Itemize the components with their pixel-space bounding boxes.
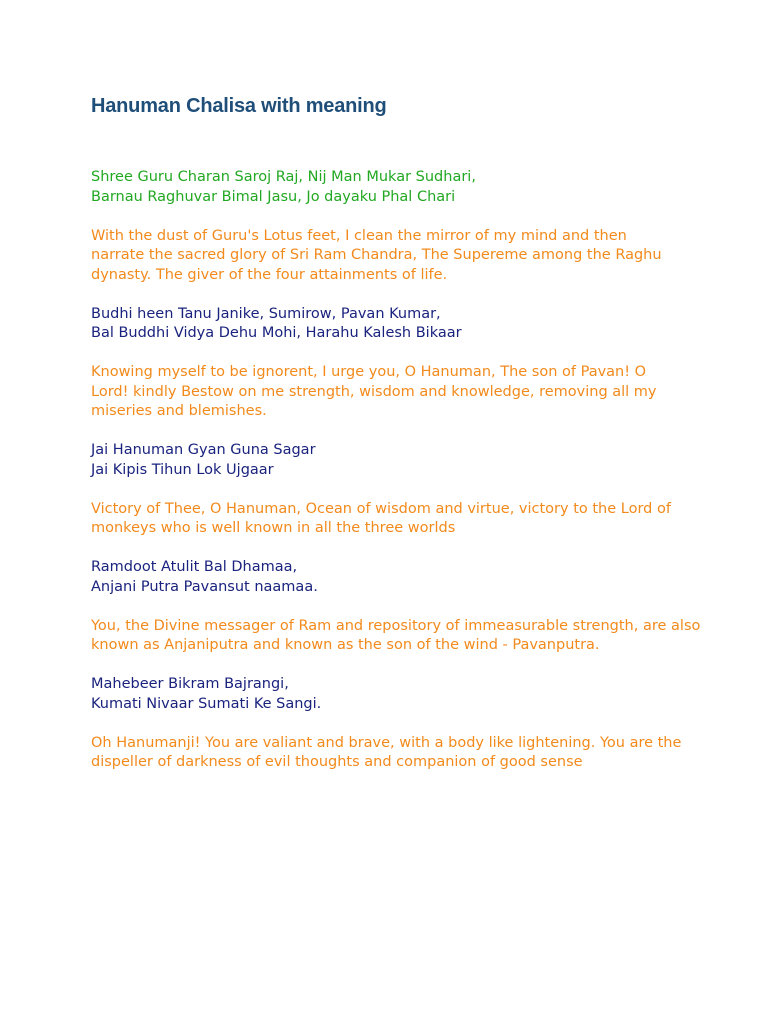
verse-paragraph [91, 305, 701, 344]
text-line: narrate the sacred glory of Sri Ram Chandra, The Supereme among the Raghu [91, 247, 662, 263]
text-line: Shree Guru Charan Saroj Raj, Nij Man Mukar Sudhari, [91, 169, 476, 185]
text-line: Jai Kipis Tihun Lok Ujgaar [91, 461, 274, 478]
text-line: Ramdoot Atulit Bal Dhamaa, [91, 559, 298, 575]
text-line: monkeys who is well known in all the three worlds [91, 520, 456, 536]
text-line: Oh Hanumanji! You are valiant and brave, with a body like lightening. You are the [91, 734, 682, 751]
text-line: Anjani Putra Pavansut naamaa. [91, 578, 318, 595]
meaning-paragraph [91, 617, 701, 656]
text-line: You, the Divine messager of Ram and repository of immeasurable strength, are also [91, 617, 701, 634]
verse-paragraph [91, 675, 701, 714]
meaning-paragraph [91, 227, 701, 286]
text-line: Victory of Thee, O Hanuman, Ocean of wisdom and virtue, victory to the Lord of [91, 500, 671, 517]
text-line: Knowing myself to be ignorent, I urge you, O Hanuman, The son of Pavan! O [91, 364, 647, 380]
verse-paragraph [91, 558, 701, 597]
text-line: Jai Hanuman Gyan Guna Sagar [91, 442, 316, 458]
text-line: Lord! kindly Bestow on me strength, wisdom and knowledge, removing all my [91, 383, 657, 400]
text-line: Mahebeer Bikram Bajrangi, [91, 676, 289, 692]
document-title: Hanuman Chalisa with meaning [91, 95, 387, 117]
text-line: Budhi heen Tanu Janike, Sumirow, Pavan Kumar, [91, 305, 441, 322]
text-line: With the dust of Guru's Lotus feet, I clean the mirror of my mind and then [91, 227, 627, 244]
text-line: dispeller of darkness of evil thoughts and companion of good sense [91, 754, 583, 770]
text-line: known as Anjaniputra and known as the son of the wind - Pavanputra. [91, 637, 600, 653]
meaning-paragraph [91, 363, 701, 422]
verse-paragraph [91, 168, 701, 207]
text-line: dynasty. The giver of the four attainments of life. [91, 266, 448, 283]
meaning-paragraph [91, 734, 701, 773]
text-line: miseries and blemishes. [91, 403, 267, 419]
text-line: Barnau Raghuvar Bimal Jasu, Jo dayaku Phal Chari [91, 188, 456, 205]
meaning-paragraph [91, 500, 701, 539]
verse-paragraph [91, 441, 701, 480]
text-line: Bal Buddhi Vidya Dehu Mohi, Harahu Kalesh Bikaar [91, 325, 462, 341]
text-line: Kumati Nivaar Sumati Ke Sangi. [91, 695, 322, 712]
document-body [91, 168, 701, 792]
